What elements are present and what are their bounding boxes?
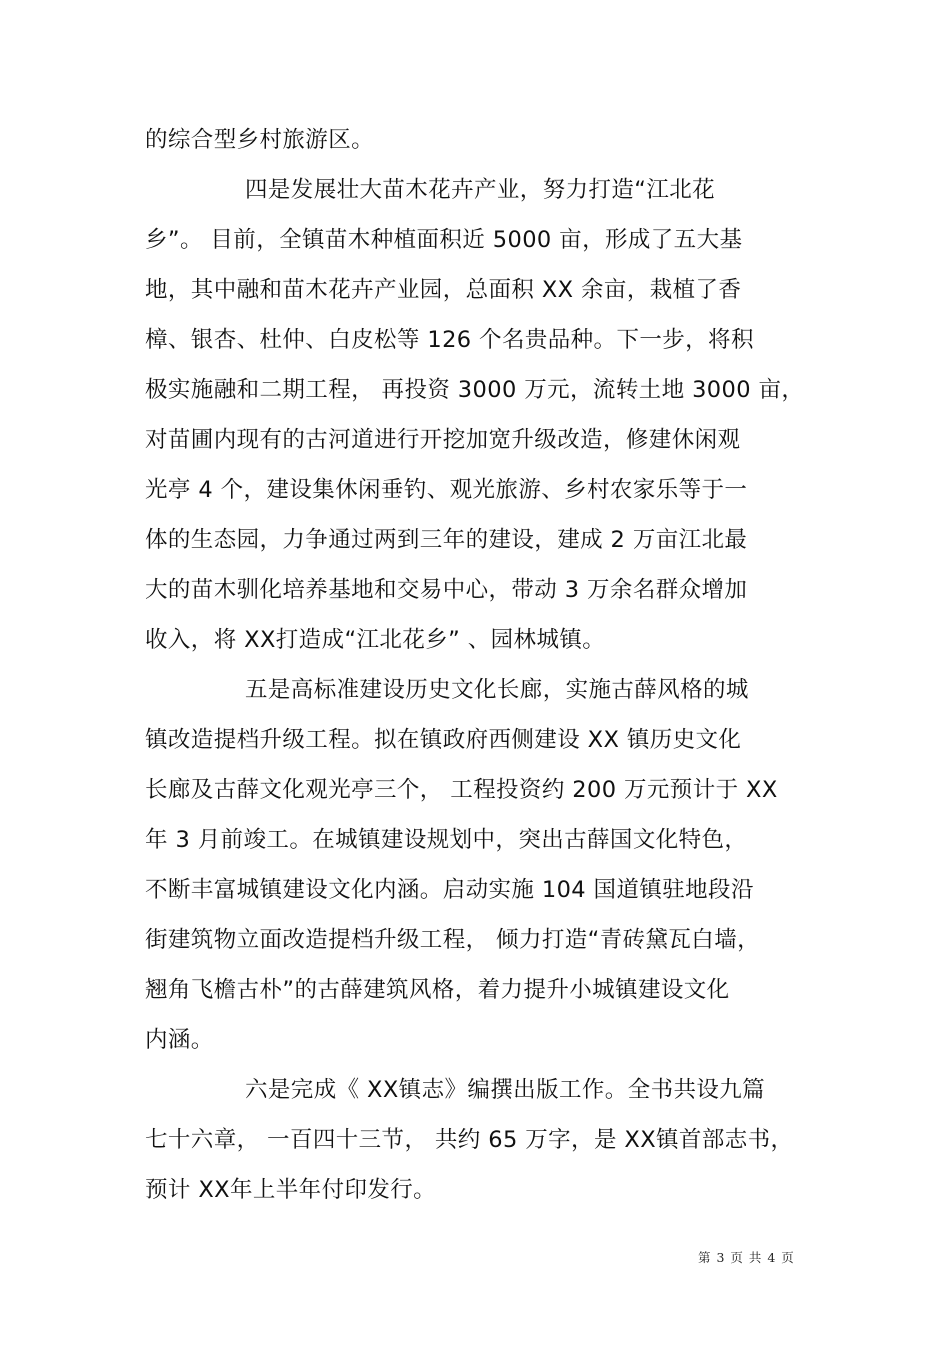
text-line: 地，其中融和苗木花卉产业园，总面积 XX 余亩，栽植了香 bbox=[145, 277, 742, 303]
text-line: 樟、银杏、杜仲、白皮松等 126 个名贵品种。下一步，将积 bbox=[145, 327, 754, 353]
text-line: 大的苗木驯化培养基地和交易中心，带动 3 万余名群众增加 bbox=[145, 577, 748, 603]
text-line: 极实施融和二期工程， 再投资 3000 万元，流转土地 3000 亩， bbox=[145, 377, 805, 403]
text-line: 街建筑物立面改造提档升级工程， 倾力打造“青砖黛瓦白墙， bbox=[145, 927, 761, 953]
text-line: 不断丰富城镇建设文化内涵。启动实施 104 国道镇驻地段沿 bbox=[145, 877, 754, 903]
text-line: 翘角飞檐古朴”的古薛建筑风格，着力提升小城镇建设文化 bbox=[145, 977, 730, 1003]
text-line: 年 3 月前竣工。在城镇建设规划中，突出古薛国文化特色， bbox=[145, 827, 748, 853]
text-line: 预计 XX年上半年付印发行。 bbox=[145, 1177, 437, 1203]
text-line: 长廊及古薛文化观光亭三个， 工程投资约 200 万元预计于 XX bbox=[145, 777, 778, 803]
text-line: 乡”。 目前，全镇苗木种植面积近 5000 亩，形成了五大基 bbox=[145, 227, 743, 253]
text-line: 收入，将 XX打造成“江北花乡” 、园林城镇。 bbox=[145, 627, 606, 653]
text-line: 体的生态园，力争通过两到三年的建设，建成 2 万亩江北最 bbox=[145, 527, 748, 553]
text-line: 六是完成《 XX镇志》编撰出版工作。全书共设九篇 bbox=[245, 1077, 766, 1103]
text-line: 对苗圃内现有的古河道进行开挖加宽升级改造，修建休闲观 bbox=[145, 427, 741, 453]
page-number: 第 3 页 共 4 页 bbox=[698, 1250, 795, 1265]
text-line: 五是高标准建设历史文化长廊，实施古薛风格的城 bbox=[245, 677, 749, 703]
text-line: 镇改造提档升级工程。拟在镇政府西侧建设 XX 镇历史文化 bbox=[145, 727, 742, 753]
text-line: 七十六章， 一百四十三节， 共约 65 万字，是 XX镇首部志书， bbox=[145, 1127, 794, 1153]
text-line: 四是发展壮大苗木花卉产业，努力打造“江北花 bbox=[245, 177, 716, 203]
text-line: 光亭 4 个，建设集休闲垂钓、观光旅游、乡村农家乐等于一 bbox=[145, 477, 748, 503]
text-line: 内涵。 bbox=[145, 1027, 214, 1053]
text-line: 的综合型乡村旅游区。 bbox=[145, 127, 375, 153]
